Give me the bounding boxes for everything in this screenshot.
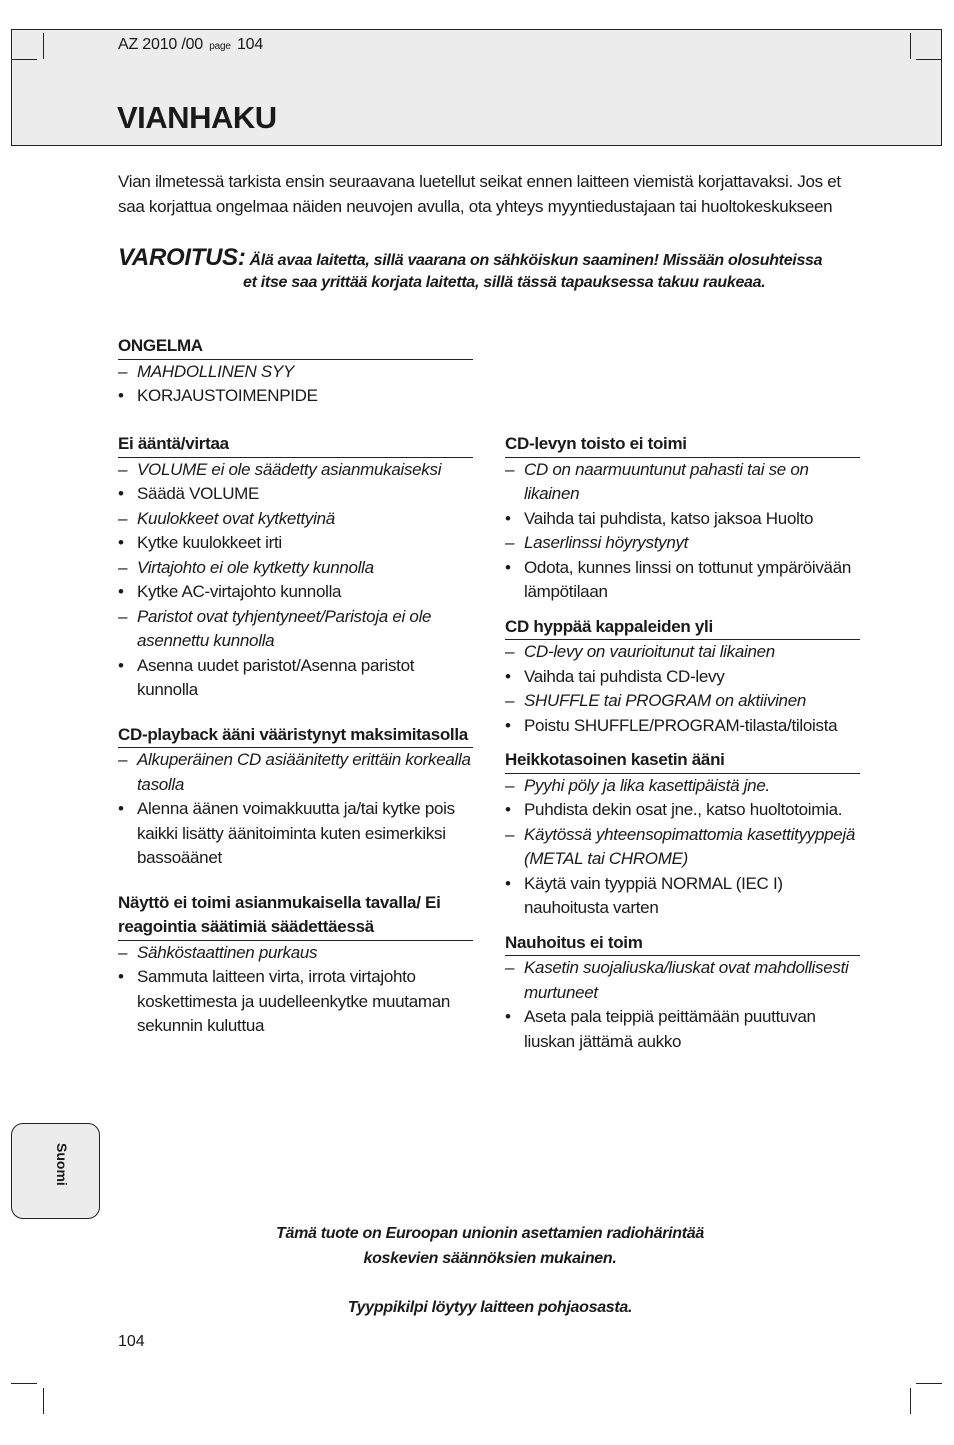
cause-line	[505, 689, 860, 714]
section-title: Nauhoitus ei toim	[505, 931, 860, 957]
page-ref-number: 104	[236, 36, 264, 53]
page-number: 104	[118, 1333, 145, 1350]
remedy-line	[505, 714, 860, 739]
cause-line	[505, 774, 860, 799]
warning-text-1: Älä avaa laitetta, sillä vaarana on sähköiskun saaminen! Missään olosuhteissa	[249, 252, 823, 269]
page-reference	[118, 36, 263, 54]
remedy-text: Asenna uudet paristot/Asenna paristot kunnolla	[137, 655, 415, 699]
legend	[118, 334, 473, 409]
troubleshoot-section	[118, 723, 473, 871]
troubleshoot-section	[505, 432, 860, 605]
remedy-line	[118, 797, 473, 871]
bullet-mark: •	[505, 1007, 511, 1026]
troubleshoot-section	[118, 432, 473, 703]
footer-note-2: Tyyppikilpi löytyy laitteen pohjaosasta.	[347, 1299, 633, 1316]
footer-note-1	[240, 1222, 740, 1271]
remedy-text: Käytä vain tyyppiä NORMAL (IEC I) nauhoitusta varten	[524, 873, 783, 917]
remedy-line	[118, 965, 473, 1039]
remedy-line	[118, 482, 473, 507]
crop-mark	[910, 33, 911, 59]
cause-text: Paristot ovat tyhjentyneet/Paristoja ei ole asennettu kunnolla	[137, 606, 432, 650]
crop-mark	[43, 1388, 44, 1414]
warning-label: VAROITUS:	[118, 244, 246, 271]
remedy-line	[118, 654, 473, 703]
cause-line	[118, 605, 473, 654]
footer-note-1-line-2: koskevien säännöksien mukainen.	[363, 1249, 617, 1267]
model-number: AZ 2010 /00	[118, 36, 203, 53]
cause-line	[118, 941, 473, 966]
page-word: page	[209, 41, 231, 52]
bullet-mark: •	[118, 967, 124, 986]
legend-title: ONGELMA	[118, 334, 473, 360]
remedy-text: Kytke kuulokkeet irti	[137, 533, 282, 552]
remedy-text: Puhdista dekin osat jne., katso huoltotoimia.	[524, 800, 843, 819]
cause-line	[118, 458, 473, 483]
remedy-text: Säädä VOLUME	[137, 484, 260, 503]
crop-mark	[11, 59, 37, 60]
legend-remedy-text: KORJAUSTOIMENPIDE	[137, 386, 318, 405]
cause-line	[118, 748, 473, 797]
troubleshoot-section	[118, 891, 473, 1039]
left-column	[118, 432, 473, 1059]
remedy-text: Odota, kunnes linssi on tottunut ympäröivään lämpötilaan	[524, 557, 851, 601]
dash-mark: –	[505, 459, 515, 479]
dash-mark: –	[118, 361, 128, 381]
remedy-line	[505, 507, 860, 532]
cause-text: VOLUME ei ole säädetty asianmukaiseksi	[137, 459, 442, 479]
dash-mark: –	[505, 642, 515, 661]
cause-line	[505, 640, 860, 665]
bullet-mark: •	[505, 508, 511, 528]
cause-text: CD-levy on vaurioitunut tai likainen	[524, 642, 775, 661]
section-title: Näyttö ei toimi asianmukaisella tavalla/ Ei reagointia säätimiä säädettäessä	[118, 891, 473, 941]
section-title: CD hyppää kappaleiden yli	[505, 615, 860, 641]
troubleshoot-section	[505, 748, 860, 921]
bullet-mark: •	[118, 484, 124, 503]
dash-mark: –	[118, 508, 128, 528]
bullet-mark: •	[505, 800, 511, 819]
section-title: CD-playback ääni vääristynyt maksimitasolla	[118, 723, 473, 749]
cause-line	[505, 823, 860, 872]
dash-mark: –	[118, 606, 128, 626]
remedy-line	[118, 531, 473, 556]
remedy-text: Vaihda tai puhdista, katso jaksoa Huolto	[524, 508, 814, 528]
cause-text: Laserlinssi höyrystynyt	[524, 533, 689, 552]
remedy-line	[505, 665, 860, 690]
cause-text: Kuulokkeet ovat kytkettyinä	[137, 508, 335, 528]
bullet-mark: •	[118, 533, 124, 552]
bullet-mark: •	[118, 655, 124, 675]
bullet-mark: •	[505, 557, 511, 577]
remedy-text: Vaihda tai puhdista CD-levy	[524, 666, 725, 686]
warning-block	[118, 243, 863, 294]
remedy-line	[505, 1005, 860, 1054]
remedy-text: Poistu SHUFFLE/PROGRAM-tilasta/tiloista	[524, 715, 838, 735]
troubleshoot-section	[505, 931, 860, 1055]
dash-mark: –	[505, 958, 515, 977]
page-title: VIANHAKU	[117, 100, 277, 135]
remedy-line	[505, 556, 860, 605]
crop-mark	[11, 1383, 37, 1384]
footer-note-1-line-1: Tämä tuote on Euroopan unionin asettamien radiohärintää	[276, 1225, 704, 1242]
cause-text: CD on naarmuuntunut pahasti tai se on likainen	[524, 459, 809, 503]
bullet-mark: •	[118, 582, 124, 601]
bullet-mark: •	[118, 386, 124, 405]
crop-mark	[43, 33, 44, 59]
legend-cause	[118, 360, 473, 385]
cause-line	[505, 531, 860, 556]
cause-line	[118, 507, 473, 532]
remedy-line	[505, 872, 860, 921]
dash-mark: –	[505, 691, 515, 710]
dash-mark: –	[118, 459, 128, 479]
dash-mark: –	[118, 942, 128, 962]
cause-text: Käytössä yhteensopimattomia kasettityyppejä (METAL tai CHROME)	[524, 824, 856, 868]
warning-text-2: et itse saa yrittää korjata laitetta, sillä tässä tapauksessa takuu raukeaa.	[243, 274, 766, 291]
remedy-text: Alenna äänen voimakkuutta ja/tai kytke pois kaikki lisätty äänitoiminta kuten esimerkiksi bassoäänet	[137, 799, 455, 867]
remedy-line	[118, 580, 473, 605]
cause-text: Sähköstaattinen purkaus	[137, 942, 318, 962]
cause-text: Pyyhi pöly ja lika kasettipäistä jne.	[524, 775, 770, 795]
troubleshoot-section	[505, 615, 860, 739]
remedy-text: Kytke AC-virtajohto kunnolla	[137, 582, 342, 601]
legend-remedy	[118, 384, 473, 409]
dash-mark: –	[505, 824, 515, 844]
cause-line	[505, 458, 860, 507]
remedy-text: Aseta pala teippiä peittämään puuttuvan liuskan jättämä aukko	[524, 1007, 816, 1051]
intro-paragraph: Vian ilmetessä tarkista ensin seuraavana luetellut seikat ennen laitteen viemistä korjattavaksi. Jos et saa korjattua ongelmaa näiden neuvojen avulla, ota yhteys myyntiedustajaan tai huoltokeskukseen	[118, 172, 841, 216]
legend-cause-text: MAHDOLLINEN SYY	[137, 361, 295, 381]
bullet-mark: •	[505, 666, 511, 686]
dash-mark: –	[505, 533, 515, 552]
section-title: CD-levyn toisto ei toimi	[505, 432, 860, 458]
section-title: Heikkotasoinen kasetin ääni	[505, 748, 860, 774]
crop-mark	[916, 59, 942, 60]
bullet-mark: •	[505, 715, 511, 735]
dash-mark: –	[118, 750, 128, 769]
dash-mark: –	[118, 557, 128, 577]
right-column	[505, 432, 860, 1064]
crop-mark	[916, 1383, 942, 1384]
remedy-text: Sammuta laitteen virta, irrota virtajohto koskettimesta ja uudelleenkytke muutaman sekunnin kuluttua	[137, 967, 451, 1035]
cause-text: Alkuperäinen CD asiäänitetty erittäin korkealla tasolla	[137, 750, 471, 794]
cause-text: Kasetin suojaliuska/liuskat ovat mahdollisesti murtuneet	[524, 958, 849, 1002]
cause-line	[118, 556, 473, 581]
section-title: Ei ääntä/virtaa	[118, 432, 473, 458]
dash-mark: –	[505, 775, 515, 795]
language-tab-label: Suomi	[54, 1143, 70, 1186]
cause-text: Virtajohto ei ole kytketty kunnolla	[137, 557, 374, 577]
bullet-mark: •	[118, 799, 124, 818]
cause-text: SHUFFLE tai PROGRAM on aktiivinen	[524, 691, 807, 710]
crop-mark	[910, 1388, 911, 1414]
bullet-mark: •	[505, 873, 511, 893]
remedy-line	[505, 798, 860, 823]
cause-line	[505, 956, 860, 1005]
